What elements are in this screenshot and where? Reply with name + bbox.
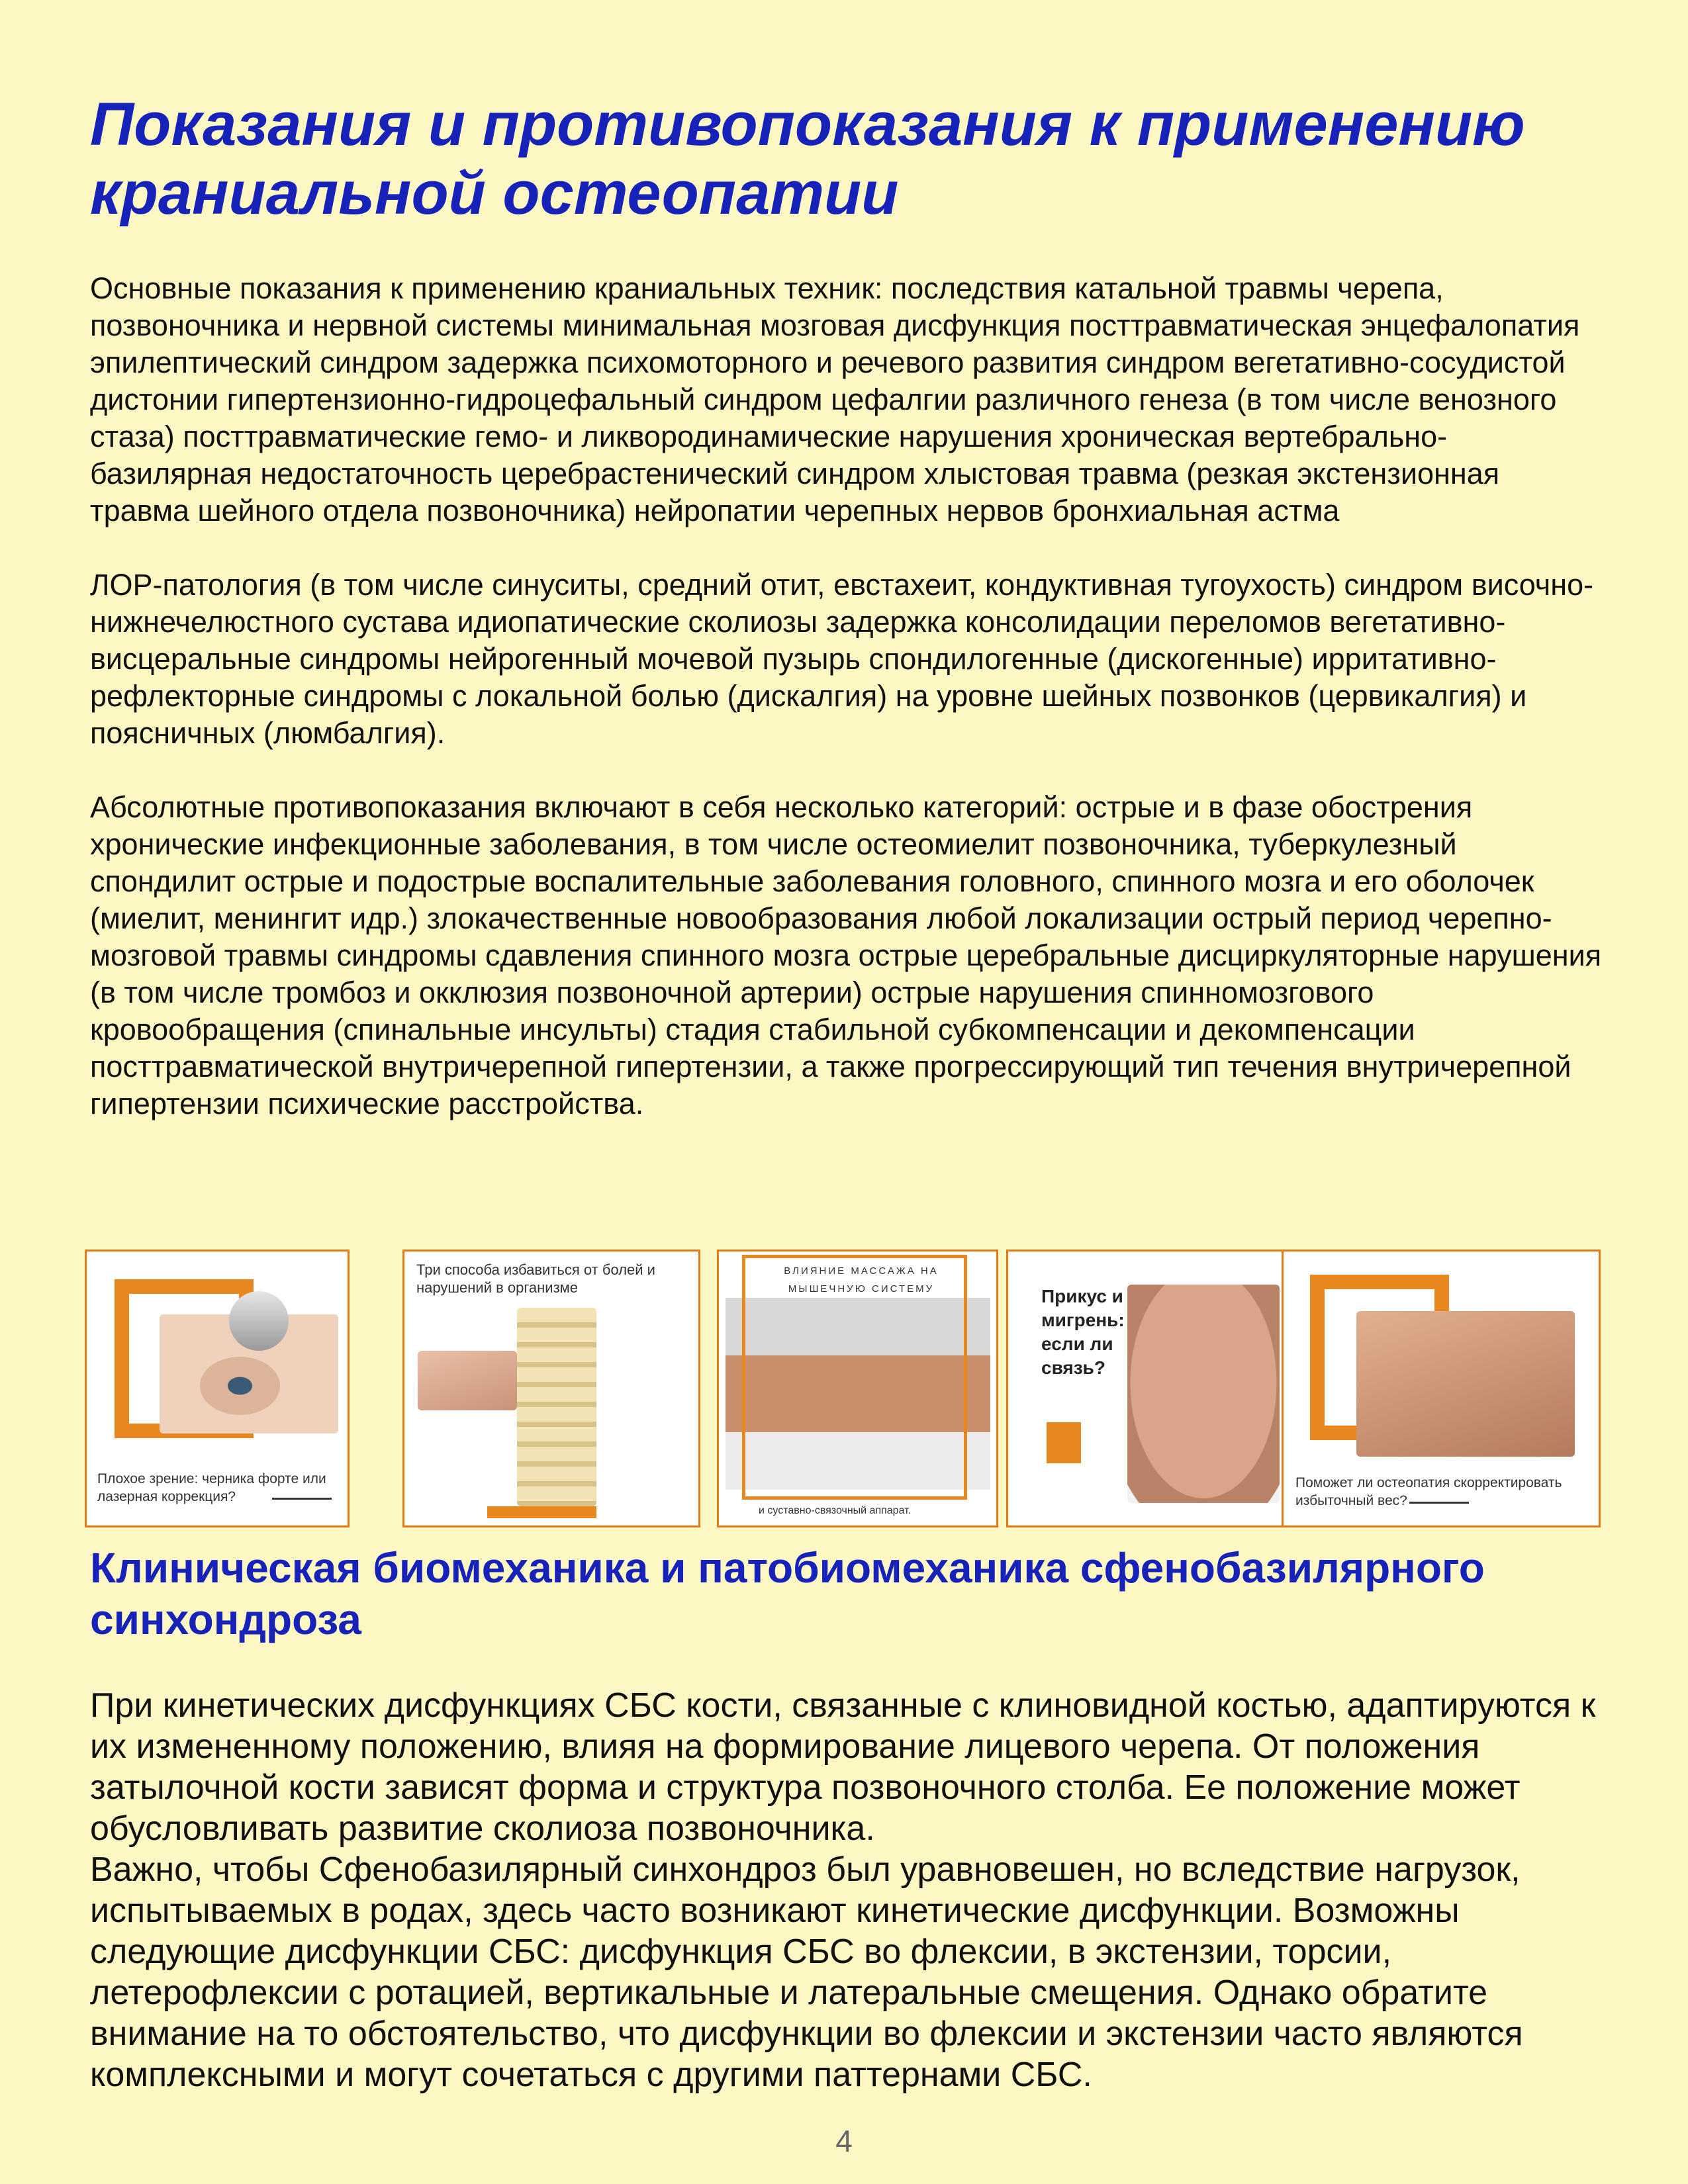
- gallery-card-spine: [402, 1250, 700, 1527]
- page-content: [90, 90, 1606, 1122]
- hand-photo: [418, 1351, 517, 1410]
- spine-model-photo: [517, 1308, 596, 1506]
- card-caption-top: ВЛИЯНИЕ МАССАЖА НА МЫШЕЧНУЮ СИСТЕМУ: [784, 1265, 939, 1295]
- paragraph-contraindications: Абсолютные противопоказания включают в себя несколько категорий: острые и в фазе обострения хронические инфекционные заболевания, в том числе остеомиелит позвоночника, туберкулезный спондилит острые и подострые воспалительные заболевания головного, спинного мозга и его оболочек (миелит, менингит идр.) злокачественные новообразования любой локализации острый период черепно-мозговой травмы синдромы сдавления спинного мозга острые церебральные дисциркуляторные нарушения (в том числе тромбоз и окклюзия позвоночной артерии) острые нарушения спинномозгового кровообращения (спинальные инсульты) стадия стабильной субкомпенсации и декомпенсации посттравматической внутричерепной гипертензии, а также прогрессирующий тип течения внутричерепной гипертензии психические расстройства.: [90, 790, 1602, 1120]
- paragraph-ent-pathology: ЛОР-патология (в том числе синуситы, средний отит, евстахеит, кондуктивная тугоухость) синдром височно-нижнечелюстного сустава идиопатические сколиозы задержка консолидации переломов вегетативно-висцеральные синдромы нейрогенный мочевой пузырь спондилогенные (дискогенные) ирритативно-рефлекторные синдромы с локальной болью (дискалгия) на уровне шейных позвонков (цервикалгия) и поясничных (люмбалгия).: [90, 568, 1594, 750]
- caption-underline: [272, 1498, 332, 1500]
- page-title: Показания и противопоказания к применению краниальной остеопатии: [90, 91, 1525, 227]
- card-caption: Поможет ли остеопатия скорректировать избыточный вес?: [1295, 1475, 1562, 1508]
- gallery-card-massage: [717, 1250, 998, 1527]
- osteopathy-photo: [1356, 1311, 1575, 1457]
- page-number: 4: [835, 2124, 853, 2158]
- orange-square-decoration: [1047, 1422, 1081, 1463]
- image-gallery: [85, 1250, 1601, 1534]
- gallery-card-vision: [85, 1250, 350, 1527]
- paragraph-indications: Основные показания к применению краниальных техник: последствия катальной травмы черепа, позвоночника и нервной системы минимальная мозговая дисфункция посттравматическая энцефалопатия эпилептический синдром задержка психомоторного и речевого развития синдром вегетативно-сосудистой дистонии гипертензионно-гидроцефальный синдром цефалгии различного генеза (в том числе венозного стаза) посттравматические гемо- и ликвородинамические нарушения хроническая вертебрально-базилярная недостаточность церебрастенический синдром хлыстовая травма (резкая экстензионная травма шейного отдела позвоночника) нейропатии черепных нервов бронхиальная астма: [90, 271, 1580, 527]
- card-caption: Плохое зрение: черника форте или лазерная коррекция?: [97, 1471, 326, 1504]
- orange-bar-decoration: [487, 1506, 596, 1518]
- paragraph-sbs-balance: Важно, чтобы Сфенобазилярный синхондроз был уравновешен, но вследствие нагрузок, испытываемых в родах, здесь часто возникают кинетические дисфункции. Возможны следующие дисфункции СБС: дисфункция СБС во флексии, в экстензии, торсии, летерофлексии с ротацией, вертикальные и латеральные смещения. Однако обратите внимание на то обстоятельство, что дисфункции во флексии и экстензии часто являются комплексными и могут сочетаться с другими паттернами СБС.: [90, 1850, 1523, 2094]
- laser-device-photo: [229, 1291, 289, 1351]
- orange-frame-decoration: [742, 1255, 967, 1500]
- card-caption-bottom: и суставно-связочный аппарат.: [759, 1505, 912, 1516]
- caption-underline: [1409, 1502, 1469, 1504]
- gallery-card-migraine: [1006, 1250, 1286, 1527]
- gallery-card-osteopathy: [1282, 1250, 1601, 1527]
- card-caption: Три способа избавиться от болей и нарушений в организме: [416, 1261, 655, 1296]
- man-headache-photo: [1127, 1285, 1280, 1503]
- section-title: Клиническая биомеханика и патобиомеханика сфенобазилярного синхондроза: [90, 1544, 1485, 1643]
- card-caption: Прикус и мигрень: если ли связь?: [1041, 1286, 1125, 1378]
- section-biomechanics: [90, 1685, 1606, 2095]
- paragraph-kinetic-dysfunction: При кинетических дисфункциях СБС кости, связанные с клиновидной костью, адаптируются к их измененному положению, влияя на формирование лицевого черепа. От положения затылочной кости зависят форма и структура позвоночного столба. Ее положение может обусловливать развитие сколиоза позвоночника.: [90, 1686, 1596, 1848]
